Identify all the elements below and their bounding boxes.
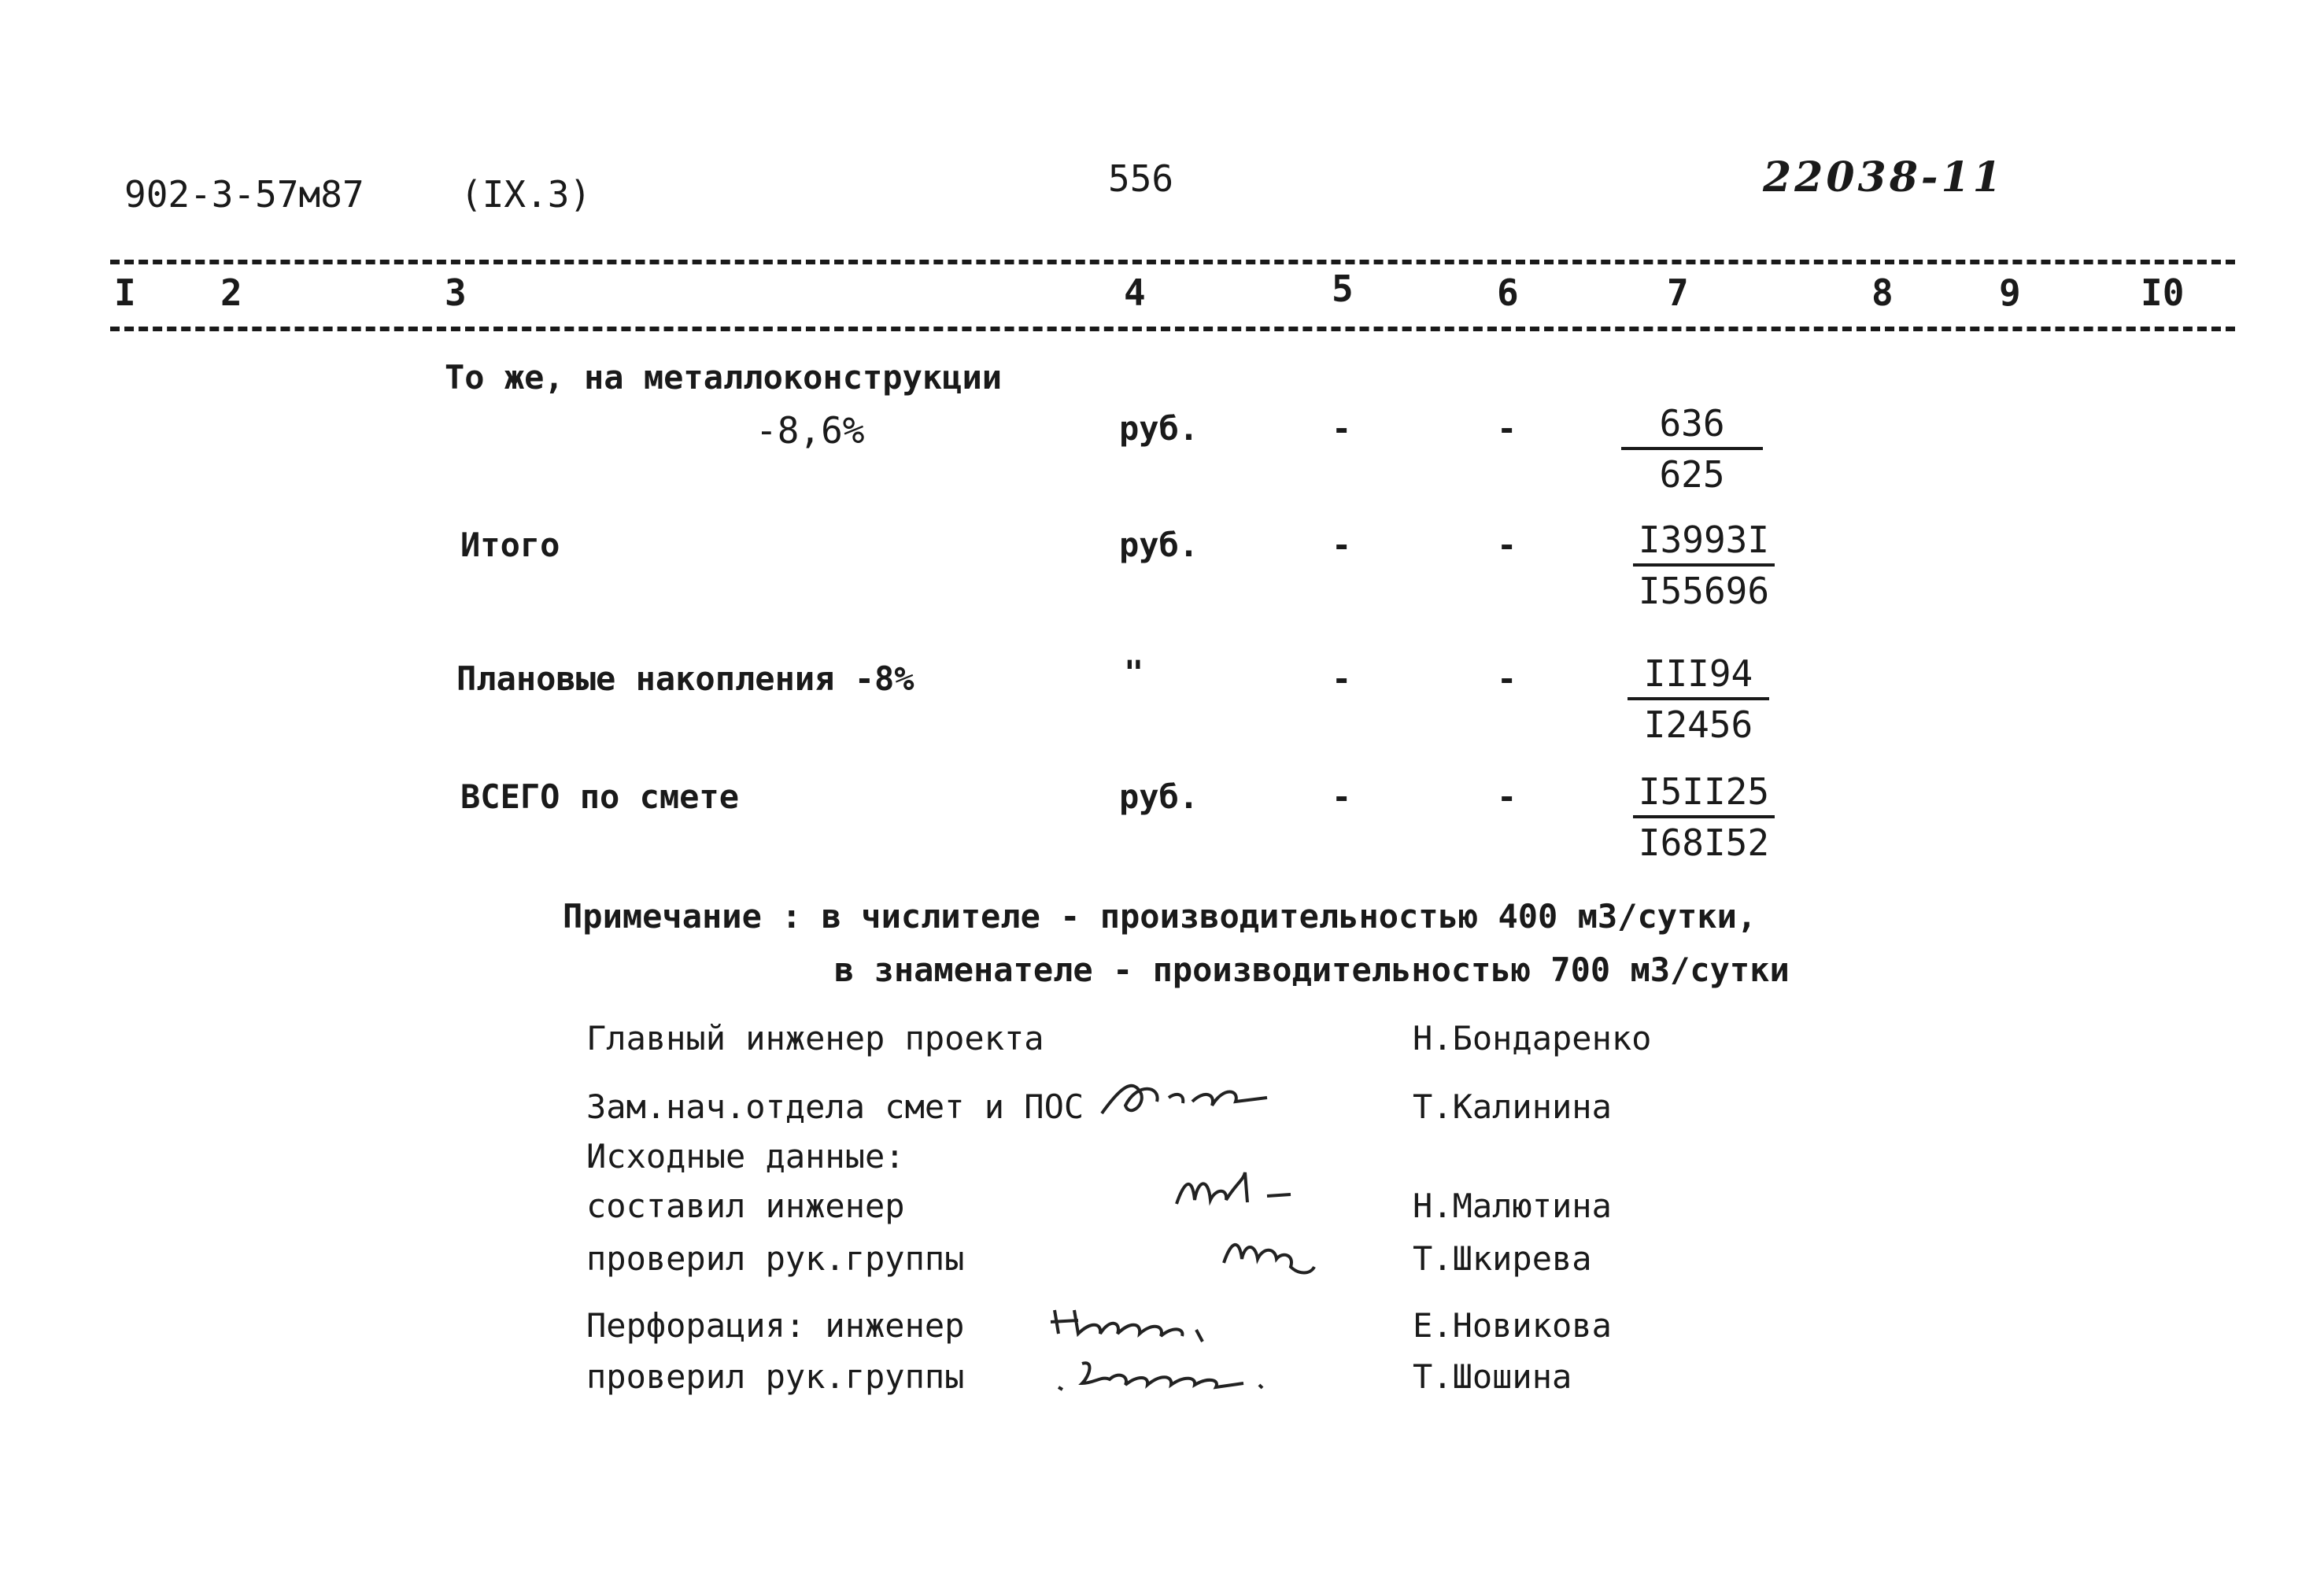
column-number: 5: [1332, 268, 1354, 310]
column-number: 4: [1124, 271, 1146, 314]
signature-name: Т.Шошина: [1413, 1357, 1572, 1396]
row-unit: руб.: [1119, 409, 1199, 448]
handwritten-signature: [1047, 1298, 1228, 1354]
signature-name: Е.Новикова: [1413, 1306, 1612, 1345]
signature-role: составил инженер: [586, 1187, 905, 1225]
document-code: 902-3-57м87: [124, 173, 364, 216]
signature-scribble-icon: [1173, 1165, 1306, 1220]
value-denominator: 625: [1659, 453, 1725, 496]
signature-name: Т.Калинина: [1413, 1087, 1612, 1126]
value-denominator: I55696: [1638, 570, 1770, 612]
sheet-id: 22038-11: [1763, 153, 2004, 201]
column-number: 3: [445, 271, 467, 314]
signature-scribble-icon: [1047, 1352, 1283, 1399]
column-number: 7: [1667, 271, 1689, 314]
row-value-fraction: [1628, 652, 1769, 749]
note-line-2: в знаменателе - производительностью 700 м3/сутки: [834, 951, 1790, 989]
column-number: 9: [1999, 271, 2021, 314]
handwritten-signature: [1098, 1070, 1279, 1134]
row-col6: -: [1497, 526, 1517, 564]
signature-name: Н.Бондаренко: [1413, 1019, 1652, 1058]
handwritten-signature: [1220, 1227, 1322, 1291]
row-col6: -: [1497, 409, 1517, 448]
row-percent: -8,6%: [756, 409, 865, 452]
column-number: 8: [1871, 271, 1894, 314]
row-value-fraction: [1633, 518, 1775, 615]
row-name: ВСЕГО по смете: [460, 777, 740, 816]
signature-role: Главный инженер проекта: [586, 1019, 1044, 1058]
signature-role: проверил рук.группы: [586, 1357, 965, 1396]
signature-scribble-icon: [1098, 1070, 1279, 1125]
signature-scribble-icon: [1047, 1298, 1228, 1346]
row-value-fraction: [1621, 401, 1763, 499]
column-number: I: [114, 271, 136, 314]
value-numerator: 636: [1621, 401, 1763, 450]
value-denominator: I2456: [1643, 703, 1753, 746]
column-number: I0: [2141, 271, 2185, 314]
row-name: Плановые накопления -8%: [456, 659, 914, 698]
signature-role: Перфорация: инженер: [586, 1306, 965, 1345]
row-name: Итого: [460, 526, 560, 564]
signature-name: Т.Шкирева: [1413, 1239, 1592, 1278]
row-col6: -: [1497, 659, 1517, 698]
value-numerator: III94: [1628, 652, 1769, 700]
signature-role: Исходные данные:: [586, 1137, 905, 1176]
signature-scribble-icon: [1220, 1227, 1322, 1283]
section-code: (IX.3): [460, 173, 592, 216]
row-unit: ": [1124, 653, 1144, 692]
signature-role: проверил рук.группы: [586, 1239, 965, 1278]
row-col5: -: [1332, 659, 1352, 698]
column-number: 2: [220, 271, 242, 314]
handwritten-signature: [1047, 1352, 1283, 1408]
table-header-rule: [110, 327, 2235, 331]
value-numerator: I5II25: [1633, 770, 1775, 818]
row-unit: руб.: [1119, 526, 1199, 564]
row-col5: -: [1332, 777, 1352, 816]
table-top-rule: [110, 260, 2235, 264]
handwritten-signature: [1173, 1165, 1306, 1228]
signature-role: Зам.нач.отдела смет и ПОС: [586, 1087, 1084, 1126]
row-col5: -: [1332, 409, 1352, 448]
row-col6: -: [1497, 777, 1517, 816]
row-col5: -: [1332, 526, 1352, 564]
row-unit: руб.: [1119, 777, 1199, 816]
row-name: То же, на металлоконструкции: [445, 358, 1003, 397]
signature-name: Н.Малютина: [1413, 1187, 1612, 1225]
column-number: 6: [1497, 271, 1519, 314]
row-value-fraction: [1633, 770, 1775, 867]
value-numerator: I3993I: [1633, 518, 1775, 567]
value-denominator: I68I52: [1638, 821, 1770, 864]
page-number: 556: [1108, 157, 1174, 200]
note-line-1: Примечание : в числителе - производительностью 400 м3/сутки,: [563, 897, 1757, 936]
